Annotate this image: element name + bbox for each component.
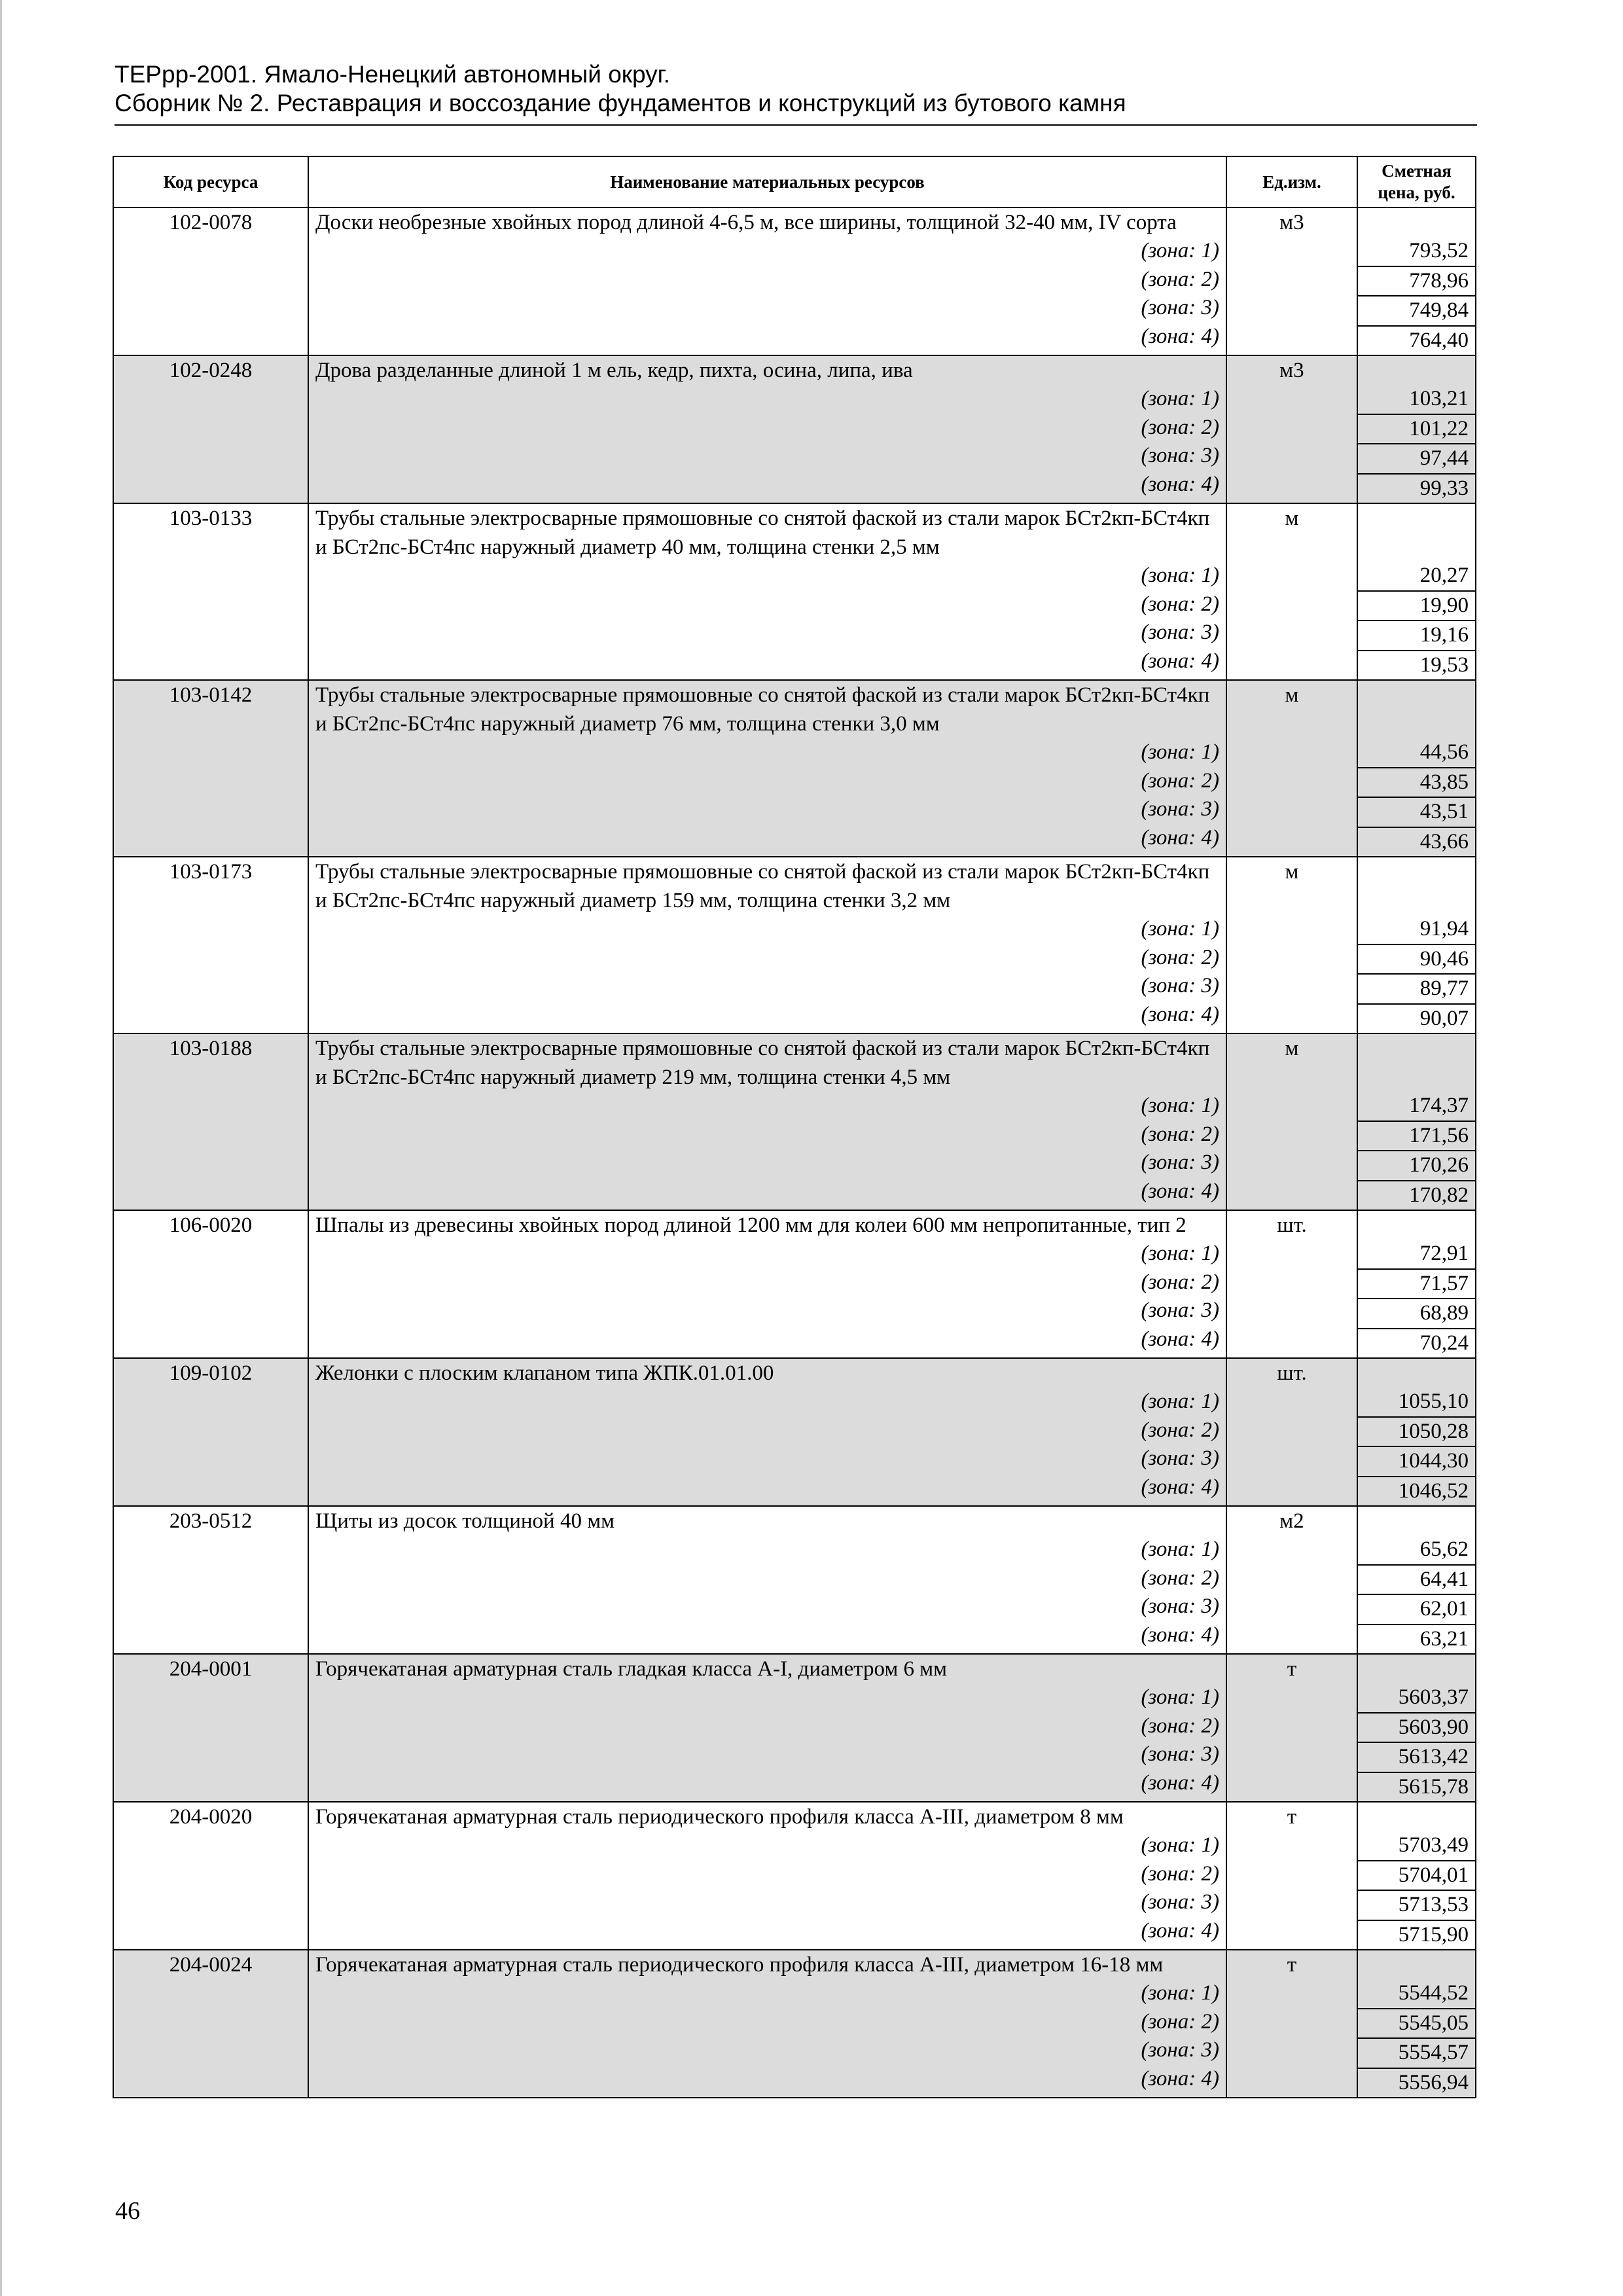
resource-unit: т bbox=[1226, 1654, 1357, 1802]
zone-price: 5715,90 bbox=[1398, 1922, 1469, 1946]
resource-unit: м bbox=[1226, 857, 1357, 1033]
table-row bbox=[113, 503, 1476, 680]
zone-label: (зона: 1) bbox=[1141, 740, 1219, 764]
resource-name-cell bbox=[308, 680, 1226, 857]
resource-unit: шт. bbox=[1226, 1358, 1357, 1506]
zone-label: (зона: 2) bbox=[1141, 1713, 1219, 1738]
resource-unit: м bbox=[1226, 680, 1357, 857]
zone-label: (зона: 2) bbox=[1141, 945, 1219, 969]
zone-price: 64,41 bbox=[1358, 1566, 1475, 1596]
zone-price: 71,57 bbox=[1358, 1270, 1475, 1300]
zone-price: 20,27 bbox=[1358, 562, 1475, 592]
price-spacer bbox=[1358, 857, 1475, 915]
resource-prices-cell bbox=[1357, 503, 1476, 680]
zone-price: 19,16 bbox=[1358, 621, 1475, 651]
zone-label: (зона: 4) bbox=[1141, 1475, 1219, 1499]
table-header-row bbox=[113, 156, 1476, 207]
zone-label: (зона: 4) bbox=[1141, 1623, 1219, 1647]
zone-price: 171,56 bbox=[1358, 1122, 1475, 1152]
resource-code: 109-0102 bbox=[113, 1358, 308, 1506]
resource-code: 204-0001 bbox=[113, 1654, 308, 1802]
resource-prices-cell bbox=[1357, 680, 1476, 857]
resource-code: 103-0188 bbox=[113, 1033, 308, 1210]
resource-name: Трубы стальные электросварные прямошовные со снятой фаской из стали марок БСт2кп-БСт4кп и БСт2пс-БСт4пс наружный диаметр 159 мм, толщина стенки 3,2 мм bbox=[315, 860, 1210, 912]
zone-price: 5615,78 bbox=[1398, 1774, 1469, 1799]
resource-name-cell bbox=[308, 857, 1226, 1033]
zone-label: (зона: 2) bbox=[1141, 1861, 1219, 1886]
resource-unit: м2 bbox=[1226, 1506, 1357, 1654]
resource-prices-cell bbox=[1357, 1654, 1476, 1802]
resources-table bbox=[113, 156, 1476, 2098]
price-spacer bbox=[1358, 1359, 1475, 1388]
zone-label: (зона: 4) bbox=[1141, 324, 1219, 348]
price-spacer bbox=[1358, 1655, 1475, 1683]
zone-label: (зона: 3) bbox=[1141, 1742, 1219, 1766]
zone-label: (зона: 1) bbox=[1141, 387, 1219, 410]
zone-price: 5613,42 bbox=[1358, 1743, 1475, 1773]
zone-price: 5603,37 bbox=[1358, 1683, 1475, 1713]
zone-price: 62,01 bbox=[1358, 1595, 1475, 1625]
zone-price: 44,56 bbox=[1358, 738, 1475, 768]
resource-unit: м3 bbox=[1226, 207, 1357, 355]
price-spacer bbox=[1358, 1803, 1475, 1831]
resource-name-cell bbox=[308, 1210, 1226, 1358]
resource-prices-cell bbox=[1357, 1950, 1476, 2098]
header-name: Наименование материальных ресурсов bbox=[308, 156, 1226, 207]
resource-prices-cell bbox=[1357, 1358, 1476, 1506]
zone-label: (зона: 2) bbox=[1141, 1418, 1219, 1442]
zone-price: 5713,53 bbox=[1358, 1891, 1475, 1921]
resource-code: 103-0173 bbox=[113, 857, 308, 1033]
resource-name: Дрова разделанные длиной 1 м ель, кедр, пихта, осина, липа, ива bbox=[315, 359, 913, 382]
zone-price: 778,96 bbox=[1358, 267, 1475, 297]
zone-label: (зона: 2) bbox=[1141, 1566, 1219, 1590]
zone-price: 90,46 bbox=[1358, 945, 1475, 975]
resource-prices-cell bbox=[1357, 1033, 1476, 1210]
zone-price: 70,24 bbox=[1419, 1331, 1469, 1355]
table-row bbox=[113, 1654, 1476, 1802]
table-row bbox=[113, 1506, 1476, 1654]
zone-label: (зона: 4) bbox=[1141, 825, 1219, 850]
zone-price: 1050,28 bbox=[1358, 1418, 1475, 1448]
zone-price: 65,62 bbox=[1358, 1535, 1475, 1566]
resource-name-cell bbox=[308, 1358, 1226, 1506]
resource-name: Доски необрезные хвойных пород длиной 4-6,5 м, все ширины, толщиной 32-40 мм, IV сорта bbox=[315, 211, 1177, 234]
resource-name: Горячекатаная арматурная сталь периодического профиля класса А-III, диаметром 8 мм bbox=[315, 1805, 1124, 1829]
resource-unit: м bbox=[1226, 1033, 1357, 1210]
zone-label: (зона: 3) bbox=[1141, 296, 1219, 319]
resource-unit: шт. bbox=[1226, 1210, 1357, 1358]
header-divider bbox=[115, 124, 1477, 126]
zone-price: 5556,94 bbox=[1398, 2070, 1469, 2094]
zone-label: (зона: 4) bbox=[1141, 472, 1219, 496]
zone-price: 5704,01 bbox=[1358, 1861, 1475, 1892]
zone-label: (зона: 3) bbox=[1141, 1299, 1219, 1322]
resource-name-cell bbox=[308, 1654, 1226, 1802]
header-price-line1: Сметная bbox=[1382, 161, 1452, 181]
resource-name: Трубы стальные электросварные прямошовные со снятой фаской из стали марок БСт2кп-БСт4кп и БСт2пс-БСт4пс наружный диаметр 40 мм, толщина стенки 2,5 мм bbox=[315, 507, 1210, 559]
zone-label: (зона: 1) bbox=[1141, 1094, 1219, 1117]
resource-prices-cell bbox=[1357, 355, 1476, 503]
header-subtitle: Сборник № 2. Реставрация и воссоздание фундаментов и конструкций из бутового камня bbox=[115, 90, 1126, 117]
zone-price: 97,44 bbox=[1358, 444, 1475, 475]
table-body bbox=[113, 207, 1476, 2098]
resource-name: Желонки с плоским клапаном типа ЖПК.01.01.00 bbox=[315, 1361, 774, 1385]
zone-label: (зона: 1) bbox=[1141, 1833, 1219, 1857]
zone-price: 170,26 bbox=[1358, 1151, 1475, 1181]
zone-label: (зона: 3) bbox=[1141, 2038, 1219, 2062]
resource-prices-cell bbox=[1357, 1506, 1476, 1654]
zone-price: 19,53 bbox=[1419, 653, 1469, 677]
resource-name-cell bbox=[308, 355, 1226, 503]
zone-label: (зона: 1) bbox=[1141, 1537, 1219, 1561]
price-spacer bbox=[1358, 1507, 1475, 1535]
page-left-edge bbox=[0, 0, 2, 2296]
zone-label: (зона: 2) bbox=[1141, 2009, 1219, 2034]
header-code: Код ресурса bbox=[113, 156, 308, 207]
zone-label: (зона: 2) bbox=[1141, 768, 1219, 793]
resource-code: 103-0142 bbox=[113, 680, 308, 857]
zone-label: (зона: 2) bbox=[1141, 415, 1219, 439]
resource-unit: т bbox=[1226, 1802, 1357, 1950]
zone-price: 43,51 bbox=[1358, 798, 1475, 828]
zone-price: 99,33 bbox=[1419, 476, 1469, 500]
resource-prices-cell bbox=[1357, 857, 1476, 1033]
price-spacer bbox=[1358, 1950, 1475, 1979]
zone-label: (зона: 1) bbox=[1141, 1685, 1219, 1709]
zone-price: 1046,52 bbox=[1398, 1479, 1469, 1503]
zone-price: 793,52 bbox=[1358, 237, 1475, 267]
header-unit: Ед.изм. bbox=[1226, 156, 1357, 207]
resource-code: 102-0078 bbox=[113, 207, 308, 355]
resource-name: Шпалы из древесины хвойных пород длиной 1200 мм для колеи 600 мм непропитанные, тип 2 bbox=[315, 1213, 1186, 1237]
resource-name-cell bbox=[308, 1033, 1226, 1210]
zone-price: 43,85 bbox=[1358, 768, 1475, 798]
zone-price: 101,22 bbox=[1358, 415, 1475, 445]
resource-code: 204-0024 bbox=[113, 1950, 308, 2098]
zone-price: 170,82 bbox=[1409, 1183, 1469, 1207]
zone-label: (зона: 2) bbox=[1141, 1122, 1219, 1146]
table-row bbox=[113, 1033, 1476, 1210]
zone-label: (зона: 4) bbox=[1141, 1327, 1219, 1351]
resource-name-cell bbox=[308, 1506, 1226, 1654]
table-row bbox=[113, 1358, 1476, 1506]
table-row bbox=[113, 1802, 1476, 1950]
zone-label: (зона: 4) bbox=[1141, 1002, 1219, 1026]
resource-prices-cell bbox=[1357, 1210, 1476, 1358]
zone-price: 174,37 bbox=[1358, 1092, 1475, 1122]
price-spacer bbox=[1358, 681, 1475, 738]
resource-code: 102-0248 bbox=[113, 355, 308, 503]
zone-price: 43,66 bbox=[1419, 829, 1469, 853]
zone-label: (зона: 1) bbox=[1141, 1242, 1219, 1265]
page-number: 46 bbox=[115, 2197, 140, 2225]
zone-label: (зона: 3) bbox=[1141, 1446, 1219, 1470]
resource-name: Горячекатаная арматурная сталь периодического профиля класса А-III, диаметром 16-18 мм bbox=[315, 1953, 1164, 1977]
zone-label: (зона: 1) bbox=[1141, 917, 1219, 941]
resource-name-cell bbox=[308, 1802, 1226, 1950]
zone-label: (зона: 3) bbox=[1141, 620, 1219, 644]
price-spacer bbox=[1358, 1211, 1475, 1240]
resource-unit: м bbox=[1226, 503, 1357, 680]
zone-price: 90,07 bbox=[1419, 1006, 1469, 1030]
zone-price: 764,40 bbox=[1409, 328, 1469, 352]
zone-label: (зона: 4) bbox=[1141, 649, 1219, 673]
zone-price: 68,89 bbox=[1358, 1299, 1475, 1329]
resource-prices-cell bbox=[1357, 1802, 1476, 1950]
zone-label: (зона: 1) bbox=[1141, 1390, 1219, 1413]
zone-label: (зона: 3) bbox=[1141, 797, 1219, 821]
resource-code: 103-0133 bbox=[113, 503, 308, 680]
resource-code: 203-0512 bbox=[113, 1506, 308, 1654]
zone-label: (зона: 3) bbox=[1141, 974, 1219, 997]
zone-label: (зона: 2) bbox=[1141, 267, 1219, 291]
zone-label: (зона: 2) bbox=[1141, 592, 1219, 616]
price-spacer bbox=[1358, 356, 1475, 385]
zone-price: 5603,90 bbox=[1358, 1713, 1475, 1744]
zone-price: 5554,57 bbox=[1358, 2039, 1475, 2069]
zone-label: (зона: 3) bbox=[1141, 444, 1219, 467]
zone-price: 91,94 bbox=[1358, 915, 1475, 945]
header-price-line2: цена, руб. bbox=[1378, 183, 1455, 202]
zone-label: (зона: 4) bbox=[1141, 1918, 1219, 1943]
table-row bbox=[113, 207, 1476, 355]
table-row bbox=[113, 680, 1476, 857]
zone-price: 103,21 bbox=[1358, 385, 1475, 415]
zone-label: (зона: 4) bbox=[1141, 1179, 1219, 1203]
resource-name-cell bbox=[308, 207, 1226, 355]
zone-price: 749,84 bbox=[1358, 296, 1475, 327]
zone-price: 63,21 bbox=[1419, 1626, 1469, 1651]
price-spacer bbox=[1358, 208, 1475, 237]
table-row bbox=[113, 355, 1476, 503]
price-spacer bbox=[1358, 1034, 1475, 1092]
zone-label: (зона: 3) bbox=[1141, 1890, 1219, 1914]
header-title: ТЕРрр-2001. Ямало-Ненецкий автономный округ. bbox=[115, 61, 670, 88]
resource-code: 106-0020 bbox=[113, 1210, 308, 1358]
zone-label: (зона: 1) bbox=[1141, 564, 1219, 587]
zone-label: (зона: 1) bbox=[1141, 1981, 1219, 2005]
resource-unit: м3 bbox=[1226, 355, 1357, 503]
document-header bbox=[115, 60, 1476, 118]
zone-price: 1044,30 bbox=[1358, 1447, 1475, 1477]
resource-name: Трубы стальные электросварные прямошовные со снятой фаской из стали марок БСт2кп-БСт4кп и БСт2пс-БСт4пс наружный диаметр 76 мм, толщина стенки 3,0 мм bbox=[315, 683, 1210, 736]
zone-label: (зона: 2) bbox=[1141, 1270, 1219, 1294]
resource-name: Трубы стальные электросварные прямошовные со снятой фаской из стали марок БСт2кп-БСт4кп и БСт2пс-БСт4пс наружный диаметр 219 мм, толщина стенки 4,5 мм bbox=[315, 1037, 1210, 1089]
price-spacer bbox=[1358, 504, 1475, 562]
zone-label: (зона: 3) bbox=[1141, 1151, 1219, 1174]
zone-price: 5703,49 bbox=[1358, 1831, 1475, 1861]
zone-price: 89,77 bbox=[1358, 975, 1475, 1005]
header-price bbox=[1357, 156, 1476, 207]
resource-name: Щиты из досок толщиной 40 мм bbox=[315, 1509, 615, 1533]
resource-prices-cell bbox=[1357, 207, 1476, 355]
zone-label: (зона: 4) bbox=[1141, 1770, 1219, 1795]
resource-unit: т bbox=[1226, 1950, 1357, 2098]
table-row bbox=[113, 857, 1476, 1033]
resource-name-cell bbox=[308, 1950, 1226, 2098]
table-row bbox=[113, 1950, 1476, 2098]
zone-price: 5544,52 bbox=[1358, 1979, 1475, 2009]
resource-name: Горячекатаная арматурная сталь гладкая класса А-I, диаметром 6 мм bbox=[315, 1657, 948, 1681]
zone-label: (зона: 3) bbox=[1141, 1594, 1219, 1618]
zone-label: (зона: 4) bbox=[1141, 2066, 1219, 2090]
table-row bbox=[113, 1210, 1476, 1358]
zone-price: 1055,10 bbox=[1358, 1388, 1475, 1418]
zone-price: 19,90 bbox=[1358, 592, 1475, 622]
zone-price: 72,91 bbox=[1358, 1240, 1475, 1270]
zone-price: 5545,05 bbox=[1358, 2009, 1475, 2039]
resource-code: 204-0020 bbox=[113, 1802, 308, 1950]
resource-name-cell bbox=[308, 503, 1226, 680]
zone-label: (зона: 1) bbox=[1141, 239, 1219, 262]
